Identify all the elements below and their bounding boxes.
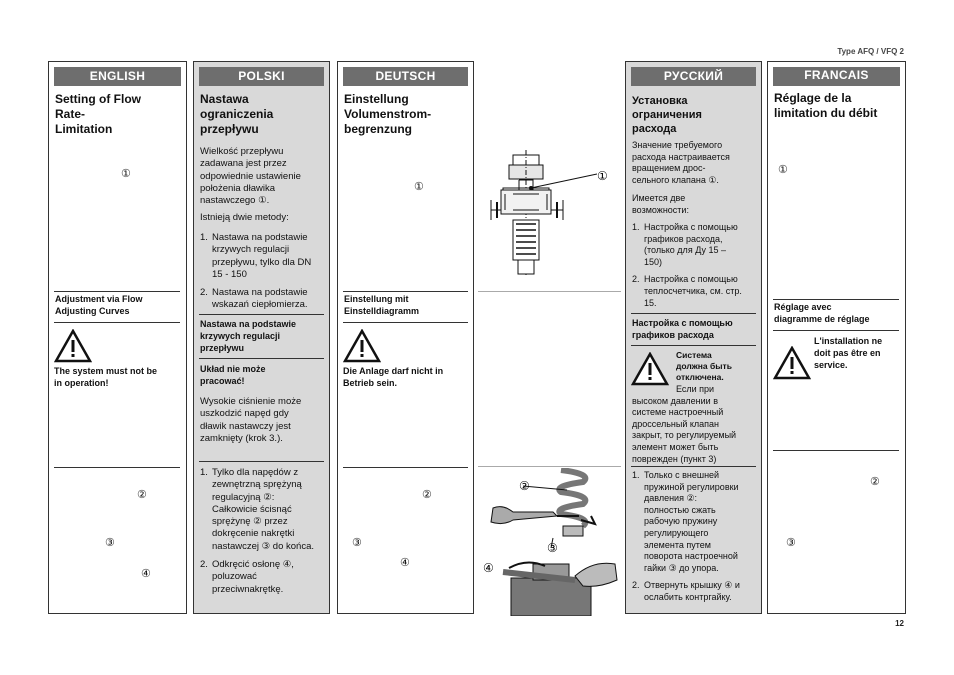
column-english: [48, 61, 187, 614]
methods-list: [632, 222, 755, 315]
section-title: Nastawa ograniczenia przepływu: [200, 92, 274, 136]
callout-marker-1: ①: [597, 169, 608, 183]
subsection-title: Nastawa na podstawie krzywych regulacji przepływu: [200, 319, 297, 353]
intro-text: Wielkość przepływu zadawana jest przez odpowiednie ustawienie położenia dławika nastawczego ①.: [200, 146, 301, 207]
list-item: 1. Настройка с помощью графиков расхода, (только для Ду 15 – 150): [632, 222, 738, 267]
divider: [54, 322, 180, 323]
warning-triangle-icon: [631, 352, 669, 386]
divider: [631, 313, 756, 314]
callout-marker-3: ③: [547, 541, 558, 555]
subsection-title: Настройка с помощью графиков расхода: [632, 318, 733, 340]
callout-marker-2: ②: [137, 489, 147, 501]
divider: [54, 467, 180, 468]
divider: [199, 461, 324, 462]
divider: [199, 358, 324, 359]
column-deutsch: [337, 61, 474, 614]
callout-marker-3: ③: [105, 537, 115, 549]
page-number: 12: [895, 619, 904, 628]
warning-text: The system must not be in operation!: [54, 366, 158, 388]
callout-marker-2: ②: [870, 476, 880, 488]
list-item: 1. Только с внешней пружиной регулировки давления ②: полностью сжать рабочую пружину регулирующего элемента путем поворота настроечной гайки ③ до упора.: [632, 470, 739, 573]
methods-text: Istnieją dwie metody:: [200, 212, 289, 223]
divider: [773, 299, 899, 300]
divider: [343, 467, 468, 468]
list-item: 2. Odkręcić osłonę ④, poluzować przeciwnakrętkę.: [200, 559, 294, 595]
warning-triangle-icon: [343, 329, 381, 363]
divider: [773, 330, 899, 331]
divider: [631, 466, 756, 467]
valve-cross-section-figure: [483, 150, 623, 280]
divider: [773, 450, 899, 451]
section-title: Einstellung Volumenstrom- begrenzung: [344, 92, 432, 136]
methods-list: [200, 232, 323, 318]
language-label: DEUTSCH: [343, 67, 468, 86]
warning-triangle-icon: [773, 346, 811, 380]
callout-marker-2: ②: [422, 489, 432, 501]
divider: [631, 345, 756, 346]
language-label: РУССКИЙ: [631, 67, 756, 86]
callout-marker-4: ④: [483, 561, 494, 575]
column-polski: [193, 61, 330, 614]
callout-marker-2: ②: [519, 479, 530, 493]
figure-divider: [478, 466, 621, 467]
intro-text: Значение требуемого расхода настраивается вращением дрос- сельного клапана ①.: [632, 140, 730, 185]
steps-list: [200, 467, 323, 602]
column-russian: [625, 61, 762, 614]
language-label: POLSKI: [199, 67, 324, 86]
list-item: 2. Отвернуть крышку ④ и ослабить контргайку.: [632, 580, 740, 602]
subsection-title: Einstellung mit Einstelldiagramm: [344, 294, 420, 316]
callout-marker-3: ③: [786, 537, 796, 549]
callout-marker-4: ④: [400, 557, 410, 569]
list-item: 2. Настройка с помощью теплосчетчика, см. стр. 15.: [632, 274, 742, 308]
warning-title: Система должна быть отключена.: [676, 350, 732, 382]
steps-list: [632, 470, 755, 610]
divider: [343, 291, 468, 292]
callout-marker-1: ①: [414, 181, 424, 193]
warning-text: Wysokie ciśnienie może uszkodzić napęd gdy dławik nastawczy jest zamknięty (krok 3.).: [200, 396, 302, 444]
callout-marker-3: ③: [352, 537, 362, 549]
methods-text: Имеется две возможности:: [632, 193, 689, 215]
list-item: 1. Nastawa na podstawie krzywych regulacji przepływu, tylko dla DN 15 - 150: [200, 232, 312, 280]
subsection-title: Adjustment via Flow Adjusting Curves: [55, 294, 143, 316]
callout-marker-4: ④: [141, 568, 151, 580]
warning-text: Если при высоком давлении в системе настроечный дроссельный клапан закрыт, то регулируемый элемент может быть поврежден (пункт 3): [632, 384, 737, 464]
column-francais: [767, 61, 906, 614]
list-item: 2. Nastawa na podstawie wskazań ciepłomierza.: [200, 287, 308, 311]
section-title: Setting of Flow Rate- Limitation: [55, 92, 141, 136]
divider: [199, 314, 324, 315]
language-label: ENGLISH: [54, 67, 181, 86]
figure-divider: [478, 291, 621, 292]
section-title: Réglage de la limitation du débit: [774, 91, 878, 120]
callout-marker-1: ①: [778, 164, 788, 176]
divider: [343, 322, 468, 323]
warning-title: Układ nie może pracować!: [200, 364, 266, 386]
subsection-title: Réglage avec diagramme de réglage: [774, 302, 870, 324]
spring-adjustment-figure: [483, 468, 623, 616]
language-label: FRANCAIS: [773, 67, 900, 86]
warning-text: Die Anlage darf nicht in Betrieb sein.: [343, 366, 444, 388]
section-title: Установка ограничения расхода: [632, 95, 702, 135]
callout-marker-1: ①: [121, 168, 131, 180]
divider: [54, 291, 180, 292]
document-type: Type AFQ / VFQ 2: [837, 47, 904, 56]
warning-text: L'installation ne doit pas être en service.: [814, 336, 883, 370]
warning-triangle-icon: [54, 329, 92, 363]
list-item: 1. Tylko dla napędów z zewnętrzną sprężyną regulacyjną ②: Całkowicie ścisnąć sprężynę ② przez dokręcenie nakrętki nastawczej ③ do końca.: [200, 467, 314, 552]
